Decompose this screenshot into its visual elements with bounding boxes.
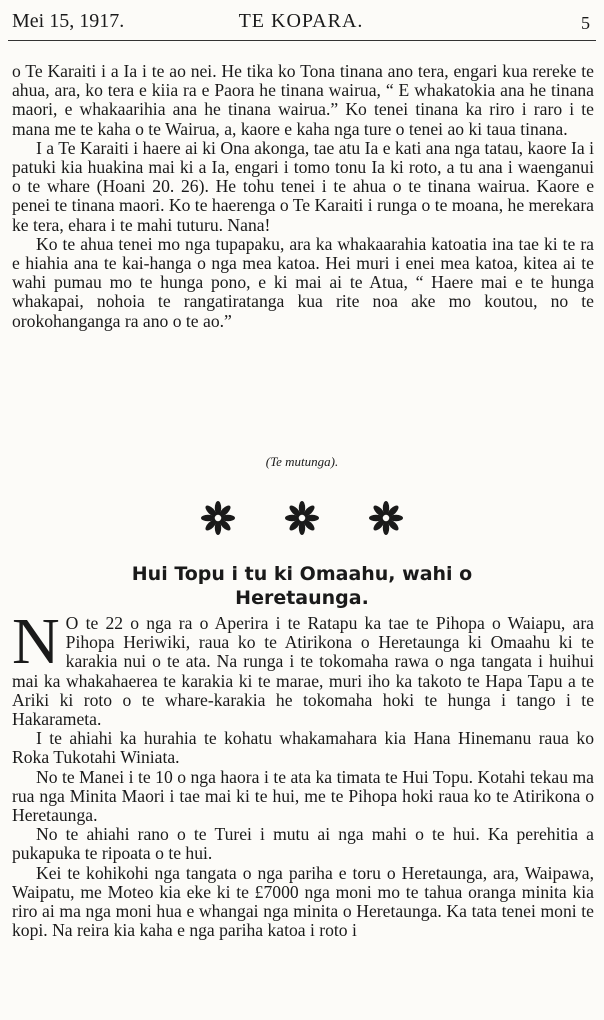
header-rule [8, 40, 596, 41]
paragraph-text: O te 22 o nga ra o Aperira i te Ratapu ka tae te Pihopa o Waiapu, ara Pihopa Heriwiki, raua ko te Atirikona o Heretaunga ki Omaahu ki te karakia nui o te ata. Na runga i te tokomaha rawa o nga tangata i huihui mai ka whakahaerea te karakia ki te marae, muri iho ka takoto te Hapa Tapu a te Ariki ki roto o te whare-karakia he tokomaha hoki te hunga i tango i te Hakarameta. [12, 613, 594, 730]
article-end-caption: (Te mutunga). [265, 454, 339, 469]
paragraph: o Te Karaiti i a Ia i te ao nei. He tika ko Tona tinana ano tera, engari kua rereke te ahua, ara, ko tera e kiia ra e Paora he tinana wairua, “ E whakatokia ana he tinana maori, e whakaarihia ana he tinana wairua.” Ko tenei tinana ka riro i raro i te mana me te kaha o te Wairua, a, kaore e kaha nga ture o tenei ao ki taua tinana. [12, 61, 594, 139]
paragraph: Ko te ahua tenei mo nga tupapaku, ara ka whakaarahia katoatia ina tae ki te ra e hiahia ana te kai-hanga o nga mea katoa. Hei muri i enei mea katoa, kitea ai te wahi pumau mo te hunga pono, e ki mai ai te Atua, “ Haere mai e te hunga whakapai, nohoia te rangatiratanga kua rite noa ake mo koutou, no te orokohanganga ra ano o te ao.” [12, 233, 594, 331]
flower-ornament-icon [368, 500, 404, 536]
paragraph: Kei te kohikohi nga tangata o nga pariha e toru o Heretaunga, ara, Waipawa, Waipatu, me Moteo kia eke ki te £7000 nga moni mo te tahua oranga minita kia riro ai ma nga moni hua e whangai nga minita o Heretaunga. Ka tata tenei moni te kopi. Na reira kia kaha e nga pariha katoa i roto i [12, 862, 594, 941]
ornament-divider [0, 500, 604, 540]
flower-ornament-icon [200, 500, 236, 536]
flower-ornament-icon [284, 500, 320, 536]
publication-title: TE KOPARA. [238, 10, 364, 32]
drop-cap: N [12, 605, 60, 678]
paragraph: No te ahiahi rano o te Turei i mutu ai nga mahi o te hui. Ka perehitia a pukapuka te ripoata o te hui. [12, 824, 594, 864]
paragraph: I a Te Karaiti i haere ai ki Ona akonga, tae atu Ia e kati ana nga tatau, kaore Ia i patuki kia huakina mai ki a Ia, engari i tomo tonu Ia ki roto, a tu ana i waenganui o te whare (Hoani 20. 26). He tohu tenei i te ahua o te tinana wairua. Kaore e penei te tinana maori. Ko te haerenga o Te Karaiti i runga o te moana, he merekara ke tera, ehara i te mahi tuturu. Nana! [12, 137, 594, 235]
article-heading-line: Heretaunga. [235, 587, 369, 609]
page-number: 5 [581, 13, 590, 33]
article-heading [0, 562, 604, 610]
issue-date: Mei 15, 1917. [12, 10, 125, 32]
page-header [12, 6, 590, 36]
paragraph: I te ahiahi ka hurahia te kohatu whakamahara kia Hana Hinemanu raua ko Roka Tukotahi Winiata. [12, 728, 594, 768]
article-heading-line: Hui Topu i tu ki Omaahu, wahi o [131, 563, 473, 585]
paragraph: No te Manei i te 10 o nga haora i te ata ka timata te Hui Topu. Kotahi tekau ma rua nga Minita Maori i tae mai ki te hui, me te Pihopa hoki raua ko te Atirikona o Heretaunga. [12, 766, 594, 826]
article-continuation [12, 62, 594, 331]
article-body [12, 605, 594, 941]
paragraph [12, 605, 594, 730]
